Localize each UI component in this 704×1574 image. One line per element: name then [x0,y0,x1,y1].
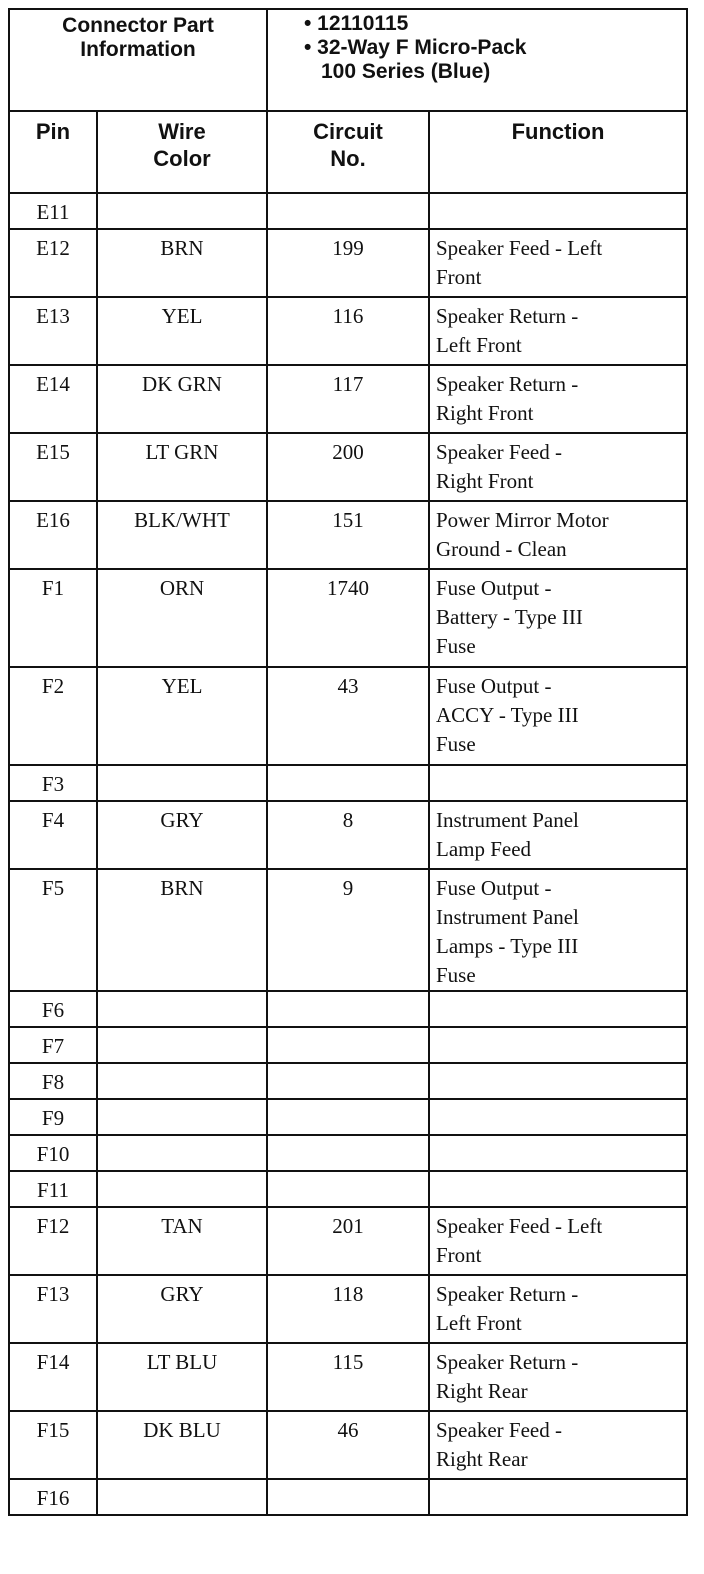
table-row [9,1207,687,1275]
function-line: Speaker Feed - [436,1418,562,1442]
pin-cell: F4 [9,801,97,869]
function-cell [429,1207,687,1275]
function-cell [429,1135,687,1171]
function-line: Front [436,1243,482,1267]
connector-type: • 32-Way F Micro-Pack [304,36,527,59]
pin-cell: E13 [9,297,97,365]
function-cell [429,991,687,1027]
table-row [9,193,687,229]
function-cell [429,569,687,667]
function-cell [429,1099,687,1135]
circuit-number-cell: 115 [267,1343,429,1411]
function-line: Speaker Return - [436,304,579,328]
table-row [9,1479,687,1515]
function-line: Speaker Feed - Left [436,1214,603,1238]
col-header-function: Function [429,111,687,193]
table-row [9,569,687,667]
function-line: Front [436,265,482,289]
circuit-number-cell [267,1063,429,1099]
wire-color-cell [97,1135,267,1171]
wire-color-cell [97,1063,267,1099]
function-line: Right Front [436,469,534,493]
function-line: Ground - Clean [436,537,567,561]
wire-color-cell: BRN [97,229,267,297]
function-line: Fuse [436,634,476,658]
wire-color-cell [97,1099,267,1135]
function-line: Fuse Output - [436,674,552,698]
function-line: Right Rear [436,1447,528,1471]
pin-cell: E14 [9,365,97,433]
function-cell [429,765,687,801]
pin-cell: E12 [9,229,97,297]
part-info-row [9,9,687,111]
table-row [9,1275,687,1343]
function-line: Fuse [436,732,476,756]
wire-color-cell [97,1171,267,1207]
table-row [9,1171,687,1207]
function-cell [429,1171,687,1207]
table-row [9,765,687,801]
circuit-number-cell [267,1099,429,1135]
pin-cell: E15 [9,433,97,501]
table-row [9,1063,687,1099]
circuit-number-cell: 200 [267,433,429,501]
col-header-circuit-no: Circuit No. [267,111,429,193]
wire-color-cell: LT GRN [97,433,267,501]
function-line: Instrument Panel [436,905,579,929]
wire-color-cell: BRN [97,869,267,991]
pin-cell: F2 [9,667,97,765]
circuit-number-cell [267,193,429,229]
function-line: Lamps - Type III [436,934,579,958]
circuit-number-cell: 1740 [267,569,429,667]
function-cell [429,297,687,365]
pin-cell: F12 [9,1207,97,1275]
circuit-number-cell: 118 [267,1275,429,1343]
wire-color-cell [97,193,267,229]
wire-color-cell: LT BLU [97,1343,267,1411]
col-header-wire-color: Wire Color [97,111,267,193]
circuit-number-cell: 199 [267,229,429,297]
wire-color-cell: ORN [97,569,267,667]
pin-cell: F15 [9,1411,97,1479]
function-cell [429,667,687,765]
circuit-number-cell: 201 [267,1207,429,1275]
table-row [9,667,687,765]
wire-color-cell [97,1479,267,1515]
wire-color-cell: YEL [97,297,267,365]
pin-cell: F16 [9,1479,97,1515]
function-line: Speaker Return - [436,1282,579,1306]
connector-series: 100 Series (Blue) [321,60,491,83]
function-cell [429,869,687,991]
wire-color-cell: DK GRN [97,365,267,433]
function-cell [429,1027,687,1063]
circuit-number-cell: 43 [267,667,429,765]
pin-cell: E16 [9,501,97,569]
function-line: Battery - Type III [436,605,583,629]
function-cell [429,433,687,501]
circuit-number-cell [267,1171,429,1207]
pin-cell: F11 [9,1171,97,1207]
wire-color-cell [97,765,267,801]
function-line: Right Rear [436,1379,528,1403]
column-header-row [9,111,687,193]
wire-color-cell: TAN [97,1207,267,1275]
pin-cell: F5 [9,869,97,991]
circuit-number-cell [267,765,429,801]
pin-cell: F3 [9,765,97,801]
table-row [9,1027,687,1063]
function-cell [429,229,687,297]
function-line: Fuse Output - [436,576,552,600]
function-line: Speaker Feed - Left [436,236,603,260]
function-line: Left Front [436,1311,522,1335]
circuit-number-cell: 46 [267,1411,429,1479]
connector-table [8,8,688,1516]
circuit-number-cell [267,1479,429,1515]
info-label-line2: Information [80,38,196,61]
pin-cell: F13 [9,1275,97,1343]
function-cell [429,1343,687,1411]
function-cell [429,1479,687,1515]
table-row [9,297,687,365]
pin-cell: F7 [9,1027,97,1063]
function-cell [429,1063,687,1099]
circuit-number-cell: 9 [267,869,429,991]
table-row [9,501,687,569]
col-header-pin: Pin [9,111,97,193]
function-line: Speaker Return - [436,372,579,396]
circuit-number-cell: 8 [267,801,429,869]
table-row [9,1099,687,1135]
function-line: Right Front [436,401,534,425]
wire-color-cell: DK BLU [97,1411,267,1479]
table-row [9,801,687,869]
connector-part-info-label [9,9,267,111]
pin-cell: F14 [9,1343,97,1411]
pin-cell: E11 [9,193,97,229]
function-cell [429,501,687,569]
table-row [9,991,687,1027]
pin-cell: F9 [9,1099,97,1135]
function-line: Fuse Output - [436,876,552,900]
part-number: • 12110115 [304,12,409,35]
function-cell [429,365,687,433]
function-cell [429,193,687,229]
wire-color-cell: BLK/WHT [97,501,267,569]
function-line: Lamp Feed [436,837,532,861]
function-line: Power Mirror Motor [436,508,609,532]
circuit-number-cell [267,991,429,1027]
function-line: Speaker Return - [436,1350,579,1374]
function-cell [429,1275,687,1343]
circuit-number-cell: 151 [267,501,429,569]
function-line: Fuse [436,963,476,987]
function-line: ACCY - Type III [436,703,579,727]
table-row [9,365,687,433]
circuit-number-cell [267,1135,429,1171]
info-label-line1: Connector Part [62,14,214,37]
pin-cell: F6 [9,991,97,1027]
function-cell [429,801,687,869]
table-row [9,229,687,297]
wire-color-cell [97,1027,267,1063]
function-line: Speaker Feed - [436,440,562,464]
table-row [9,433,687,501]
table-row [9,869,687,991]
pin-cell: F10 [9,1135,97,1171]
circuit-number-cell: 117 [267,365,429,433]
function-line: Instrument Panel [436,808,579,832]
function-cell [429,1411,687,1479]
wire-color-cell: GRY [97,1275,267,1343]
pin-cell: F1 [9,569,97,667]
wire-color-cell: GRY [97,801,267,869]
table-row [9,1411,687,1479]
function-line: Left Front [436,333,522,357]
circuit-number-cell [267,1027,429,1063]
pin-cell: F8 [9,1063,97,1099]
table-row [9,1135,687,1171]
circuit-number-cell: 116 [267,297,429,365]
table-row [9,1343,687,1411]
wire-color-cell: YEL [97,667,267,765]
wire-color-cell [97,991,267,1027]
part-details [267,9,687,111]
